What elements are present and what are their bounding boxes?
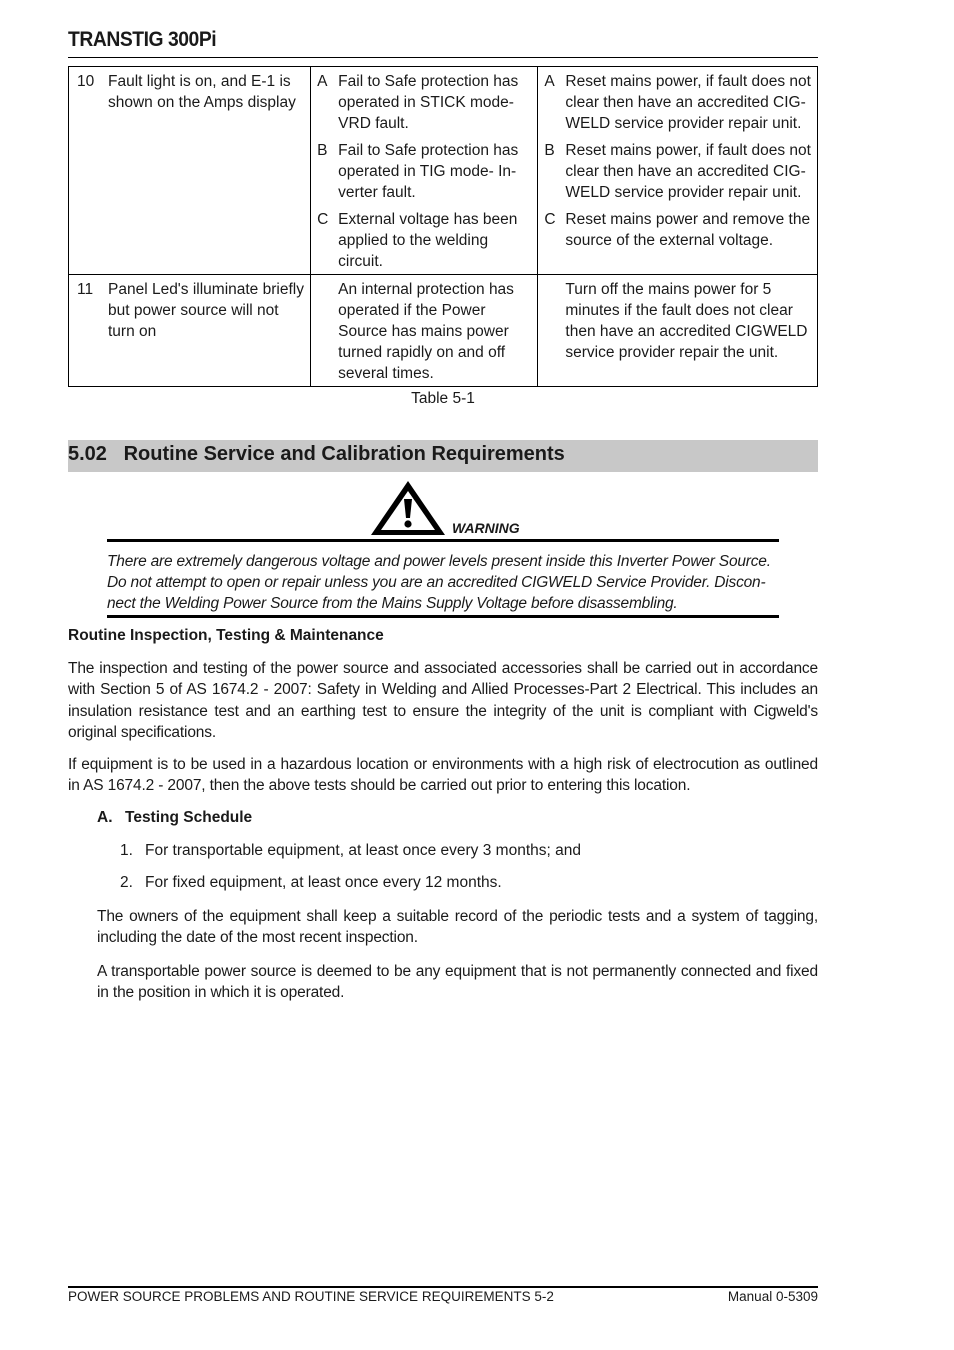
- cause-text: An internal protection has operated if the Power Source has mains power turned rapidly on and off several times.: [338, 281, 514, 382]
- footer-section-label: POWER SOURCE PROBLEMS AND ROUTINE SERVICE REQUIREMENTS 5-2: [68, 1289, 554, 1304]
- paragraph-inspection: The inspection and testing of the power source and associated accessories shall be carried out in accordance with Section 5 of AS 1674.2 - 2007: Safety in Welding and Allied Processes-Part 2 Electrical. This includes an insulation resistance test and an earthing test to ensure the integrity of the unit is compliant with Cigweld's original specifications.: [68, 660, 818, 742]
- footer-rule: [68, 1286, 818, 1288]
- document-title: TRANSTIG 300Pi: [68, 28, 217, 51]
- fault-description: Fault light is on, and E-1 is shown on the Amps display: [108, 73, 296, 111]
- remedy-item: A Reset mains power, if fault does not clear then have an accredited CIG-WELD service provider repair unit.: [544, 73, 811, 132]
- fault-table: [68, 66, 818, 387]
- remedy-cell: [538, 67, 818, 275]
- cause-item: B Fail to Safe protection has operated in TIG mode- In-verter fault.: [317, 142, 519, 201]
- warning-triangle-icon: [369, 479, 447, 537]
- warning-rule-top: [107, 539, 779, 542]
- fault-description: Panel Led's illuminate briefly but power source will not turn on: [108, 281, 304, 340]
- fault-cell: [69, 67, 311, 275]
- table-row: [69, 275, 818, 387]
- warning-rule-bottom: [107, 615, 779, 618]
- header-rule: [68, 57, 818, 58]
- cause-cell: [311, 67, 538, 275]
- warning-label: WARNING: [452, 520, 520, 536]
- list-item: 2. For fixed equipment, at least once every 12 months.: [120, 874, 502, 891]
- remedy-text: Turn off the mains power for 5 minutes if the fault does not clear then have an accredited CIGWELD service provider repair the unit.: [565, 281, 808, 361]
- warning-text: There are extremely dangerous voltage and power levels present inside this Inverter Power Source. Do not attempt to open or repair unless you are an accredited CIGWELD Service Provider. Discon-nect the Welding Power Source from the Mains Supply Voltage before disassembling.: [107, 553, 771, 612]
- cause-cell: [311, 275, 538, 387]
- paragraph-records: The owners of the equipment shall keep a suitable record of the periodic tests and a system of tagging, including the date of the most recent inspection.: [97, 908, 818, 947]
- testing-schedule-heading: A. Testing Schedule: [97, 809, 253, 826]
- footer-manual-number: Manual 0-5309: [727, 1289, 818, 1304]
- paragraph-transportable: A transportable power source is deemed to be any equipment that is not permanently connected and fixed in the position in which it is operated.: [97, 963, 818, 1002]
- subheading-routine-inspection: Routine Inspection, Testing & Maintenance: [68, 627, 384, 644]
- remedy-cell: [538, 275, 818, 387]
- remedy-item: C Reset mains power and remove the source of the external voltage.: [544, 211, 811, 249]
- remedy-item: B Reset mains power, if fault does not clear then have an accredited CIG-WELD service provider repair unit.: [544, 142, 811, 201]
- list-item: 1. For transportable equipment, at least once every 3 months; and: [120, 842, 581, 859]
- fault-number: 11: [77, 281, 94, 298]
- fault-number: 10: [77, 73, 95, 90]
- table-caption: Table 5-1: [411, 390, 475, 407]
- section-heading-bar: [68, 440, 818, 472]
- section-heading: 5.02 Routine Service and Calibration Requirements: [68, 443, 565, 465]
- paragraph-hazardous: If equipment is to be used in a hazardous location or environments with a high risk of electrocution as outlined in AS 1674.2 - 2007, then the above tests should be carried out prior to entering this location.: [68, 756, 818, 795]
- table-row: [69, 67, 818, 275]
- cause-item: A Fail to Safe protection has operated in STICK mode- VRD fault.: [317, 73, 519, 132]
- fault-cell: [69, 275, 311, 387]
- cause-item: C External voltage has been applied to the welding circuit.: [317, 211, 518, 270]
